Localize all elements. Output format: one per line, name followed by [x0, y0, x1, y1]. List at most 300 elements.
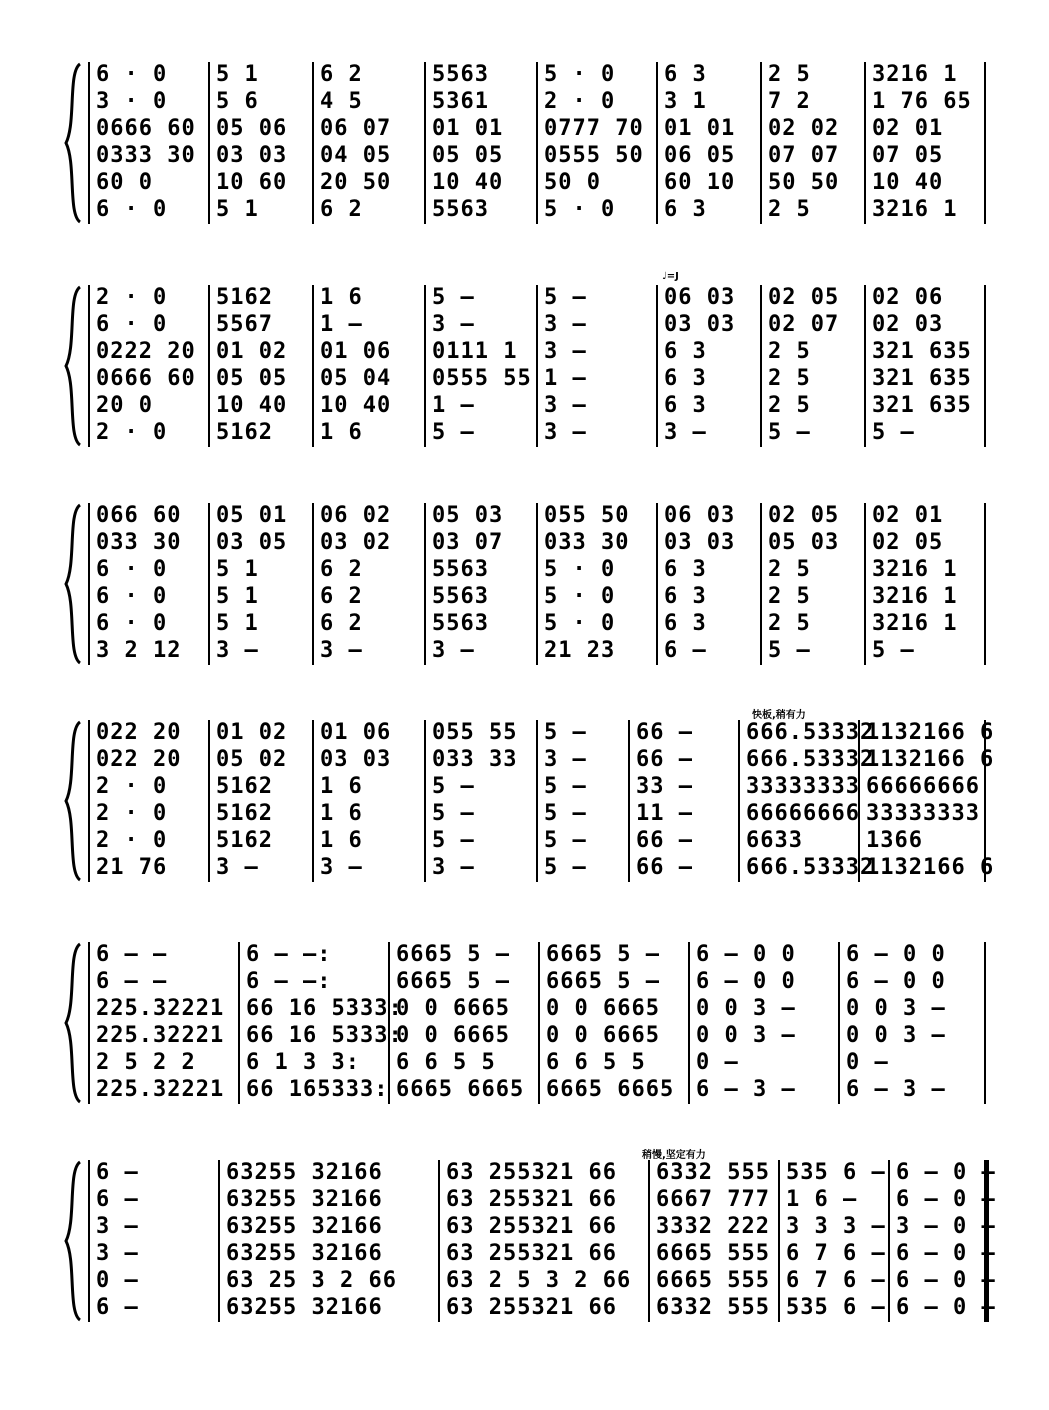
score-system — [62, 710, 995, 882]
staff-group — [88, 720, 995, 882]
measure-notation: 0 — — [846, 1050, 889, 1075]
measure-notation: 5 1 — [216, 584, 259, 609]
score-system — [62, 271, 992, 447]
measure-notation: 11 — — [636, 801, 693, 826]
measure-notation: 5162 — [216, 420, 273, 445]
measure-notation: 3 1 — [664, 89, 707, 114]
part-row — [88, 197, 988, 223]
measure-notation: 21 76 — [96, 855, 168, 880]
measure-notation: 0666 60 — [96, 116, 196, 141]
measure-notation: 3 — — [320, 855, 363, 880]
measure-notation: 1132166 6 — [866, 855, 995, 880]
measure-notation: 6633 — [746, 828, 803, 853]
measure-notation: 5361 — [432, 89, 489, 114]
part-row — [88, 584, 988, 610]
measure-notation: 02 01 — [872, 116, 944, 141]
measure-notation: 6 3 — [664, 62, 707, 87]
measure-notation: 05 02 — [216, 747, 288, 772]
measure-notation: 2 · 0 — [96, 801, 168, 826]
measure-notation: 6665 555 — [656, 1241, 770, 1266]
measure-notation: 63 2 5 3 2 66 — [446, 1268, 632, 1293]
measure-notation: 0 — — [696, 1050, 739, 1075]
measure-notation: 6665 6665 — [546, 1077, 675, 1102]
measure-notation: 022 20 — [96, 720, 182, 745]
measure-notation: 05 06 — [216, 116, 288, 141]
measure-notation: 6 3 — [664, 557, 707, 582]
measure-notation: 1366 — [866, 828, 923, 853]
measure-notation: 6 — — [96, 1187, 139, 1212]
measure-notation: 5 — — [544, 285, 587, 310]
measure-notation: 6 2 — [320, 62, 363, 87]
staff-group — [88, 1160, 996, 1322]
measure-notation: 0555 55 — [432, 366, 532, 391]
measure-notation: 2 5 — [768, 557, 811, 582]
measure-notation: 2 5 — [768, 62, 811, 87]
measure-notation: 6 — 0 — — [896, 1187, 996, 1212]
measure-notation: 5 6 — [216, 89, 259, 114]
measure-notation: 6 — — [664, 638, 707, 663]
measure-notation: 0 0 3 — — [696, 996, 796, 1021]
measure-notation: 6 2 — [320, 584, 363, 609]
part-row — [88, 62, 988, 88]
measure-notation: 1 — — [432, 393, 475, 418]
part-row — [88, 828, 988, 854]
measure-notation: 666.53332 — [746, 720, 875, 745]
measure-notation: 01 01 — [432, 116, 504, 141]
measure-notation: 033 30 — [544, 530, 630, 555]
measure-notation: 6 · 0 — [96, 62, 168, 87]
measure-notation: 5567 — [216, 312, 273, 337]
measure-notation: 6 · 0 — [96, 312, 168, 337]
measure-notation: 0 — — [96, 1268, 139, 1293]
measure-notation: 6 3 — [664, 393, 707, 418]
measure-notation: 6 — —: — [246, 969, 332, 994]
measure-notation: 6 · 0 — [96, 611, 168, 636]
measure-notation: 3216 1 — [872, 62, 958, 87]
measure-notation: 66 165333: — [246, 1077, 389, 1102]
measure-notation: 6 · 0 — [96, 197, 168, 222]
measure-notation: 6665 5 — — [396, 969, 510, 994]
measure-notation: 5563 — [432, 584, 489, 609]
measure-notation: 5 — — [544, 720, 587, 745]
measure-notation: 535 6 — — [786, 1160, 886, 1185]
measure-notation: 3 — — [216, 638, 259, 663]
measure-notation: 6 3 — [664, 611, 707, 636]
measure-notation: 5563 — [432, 611, 489, 636]
measure-notation: 2 · 0 — [96, 828, 168, 853]
measure-notation: 07 05 — [872, 143, 944, 168]
part-row — [88, 339, 988, 365]
measure-notation: 63255 32166 — [226, 1160, 383, 1185]
measure-notation: 3 — — [432, 638, 475, 663]
measure-notation: 3 — — [216, 855, 259, 880]
system-brace-icon — [62, 942, 84, 1104]
measure-notation: 05 05 — [432, 143, 504, 168]
measure-notation: 3 — — [544, 747, 587, 772]
measure-notation: 3 · 0 — [96, 89, 168, 114]
measure-notation: 6 — 0 — — [896, 1241, 996, 1266]
part-row — [88, 393, 988, 419]
measure-notation: 6 — 0 0 — [696, 942, 796, 967]
measure-notation: 05 03 — [432, 503, 504, 528]
part-row — [88, 638, 988, 664]
tempo-marking: 稍慢,坚定有力 — [642, 1150, 706, 1161]
measure-notation: 01 02 — [216, 339, 288, 364]
measure-notation: 63 25 3 2 66 — [226, 1268, 397, 1293]
measure-notation: 5 · 0 — [544, 197, 616, 222]
measure-notation: 04 05 — [320, 143, 392, 168]
system-brace-icon — [62, 285, 84, 447]
measure-notation: 02 07 — [768, 312, 840, 337]
measure-notation: 05 05 — [216, 366, 288, 391]
measure-notation: 2 5 2 2 — [96, 1050, 196, 1075]
measure-notation: 66 — — [636, 855, 693, 880]
measure-notation: 1 — — [544, 366, 587, 391]
measure-notation: 5 — — [432, 285, 475, 310]
measure-notation: 63 255321 66 — [446, 1187, 617, 1212]
part-row — [88, 720, 995, 746]
part-row — [88, 1077, 988, 1103]
measure-notation: 0222 20 — [96, 339, 196, 364]
measure-notation: 06 02 — [320, 503, 392, 528]
measure-notation: 5 — — [432, 801, 475, 826]
measure-notation: 6 — — — [96, 942, 168, 967]
measure-notation: 6 7 6 — — [786, 1241, 886, 1266]
measure-notation: 01 02 — [216, 720, 288, 745]
measure-notation: 03 03 — [320, 747, 392, 772]
measure-notation: 2 5 — [768, 366, 811, 391]
measure-notation: 03 07 — [432, 530, 504, 555]
measure-notation: 66 16 5333: — [246, 996, 403, 1021]
part-row — [88, 774, 988, 800]
measure-notation: 03 02 — [320, 530, 392, 555]
measure-notation: 03 05 — [216, 530, 288, 555]
measure-notation: 6 — 0 — — [896, 1295, 996, 1320]
measure-notation: 3 — — [96, 1214, 139, 1239]
measure-notation: 1132166 6 — [866, 720, 995, 745]
measure-notation: 1 6 — [320, 774, 363, 799]
part-row — [88, 89, 988, 115]
score-system — [62, 942, 992, 1104]
part-row — [88, 170, 988, 196]
measure-notation: 225.32221 — [96, 996, 225, 1021]
measure-notation: 1 76 65 — [872, 89, 972, 114]
measure-notation: 066 60 — [96, 503, 182, 528]
measure-notation: 01 06 — [320, 339, 392, 364]
measure-notation: 10 40 — [432, 170, 504, 195]
measure-notation: 3 — — [432, 312, 475, 337]
measure-notation: 02 05 — [872, 530, 944, 555]
part-row — [88, 285, 988, 311]
part-row — [88, 942, 988, 968]
part-row — [88, 747, 995, 773]
measure-notation: 6 2 — [320, 611, 363, 636]
measure-notation: 1 — — [320, 312, 363, 337]
measure-notation: 3 3 3 — — [786, 1214, 886, 1239]
measure-notation: 535 6 — — [786, 1295, 886, 1320]
measure-notation: 0 0 6665 — [396, 996, 510, 1021]
measure-notation: 6667 777 — [656, 1187, 770, 1212]
measure-notation: 63255 32166 — [226, 1214, 383, 1239]
staff-group — [88, 503, 988, 665]
measure-notation: 03 03 — [664, 312, 736, 337]
measure-notation: 3216 1 — [872, 557, 958, 582]
measure-notation: 3 — — [664, 420, 707, 445]
measure-notation: 06 03 — [664, 503, 736, 528]
measure-notation: 5563 — [432, 197, 489, 222]
measure-notation: 63255 32166 — [226, 1187, 383, 1212]
measure-notation: 5 — — [872, 638, 915, 663]
measure-notation: 1 6 — — [786, 1187, 858, 1212]
measure-notation: 63 255321 66 — [446, 1214, 617, 1239]
measure-notation: 02 05 — [768, 503, 840, 528]
measure-notation: 02 03 — [872, 312, 944, 337]
measure-notation: 3 2 12 — [96, 638, 182, 663]
part-row — [88, 420, 988, 446]
staff-group — [88, 942, 988, 1104]
measure-notation: 33333333 — [866, 801, 980, 826]
measure-notation: 03 03 — [664, 530, 736, 555]
measure-notation: 50 50 — [768, 170, 840, 195]
measure-notation: 666.53332 — [746, 747, 875, 772]
measure-notation: 3 — — [320, 638, 363, 663]
part-row — [88, 143, 988, 169]
measure-notation: 6 2 — [320, 197, 363, 222]
measure-notation: 6 3 — [664, 339, 707, 364]
measure-notation: 60 10 — [664, 170, 736, 195]
measure-notation: 1 6 — [320, 801, 363, 826]
measure-notation: 01 06 — [320, 720, 392, 745]
measure-notation: 66 — — [636, 720, 693, 745]
measure-notation: 20 50 — [320, 170, 392, 195]
measure-notation: 02 02 — [768, 116, 840, 141]
measure-notation: 6332 555 — [656, 1160, 770, 1185]
measure-notation: 1 6 — [320, 420, 363, 445]
measure-notation: 10 40 — [216, 393, 288, 418]
measure-notation: 3216 1 — [872, 584, 958, 609]
measure-notation: 6 3 — [664, 197, 707, 222]
measure-notation: 6665 5 — — [546, 969, 660, 994]
measure-notation: 3332 222 — [656, 1214, 770, 1239]
measure-notation: 5162 — [216, 801, 273, 826]
measure-notation: 6 6 5 5 — [396, 1050, 496, 1075]
measure-notation: 0111 1 — [432, 339, 518, 364]
measure-notation: 5162 — [216, 828, 273, 853]
measure-notation: 33333333 — [746, 774, 860, 799]
measure-notation: 2 · 0 — [544, 89, 616, 114]
part-row — [88, 557, 988, 583]
measure-notation: 6 · 0 — [96, 557, 168, 582]
measure-notation: 33 — — [636, 774, 693, 799]
measure-notation: 01 01 — [664, 116, 736, 141]
measure-notation: 02 06 — [872, 285, 944, 310]
measure-notation: 6665 5 — — [546, 942, 660, 967]
measure-notation: 10 60 — [216, 170, 288, 195]
measure-notation: 321 635 — [872, 366, 972, 391]
measure-notation: 2 · 0 — [96, 420, 168, 445]
measure-notation: 2 5 — [768, 393, 811, 418]
measure-notation: 6 6 5 5 — [546, 1050, 646, 1075]
measure-notation: 5 1 — [216, 611, 259, 636]
measure-notation: 0 0 6665 — [546, 996, 660, 1021]
staff-group — [88, 62, 988, 224]
measure-notation: 6 1 3 3: — [246, 1050, 360, 1075]
measure-notation: 10 40 — [320, 393, 392, 418]
measure-notation: 055 55 — [432, 720, 518, 745]
system-brace-icon — [62, 1160, 84, 1322]
measure-notation: 5 1 — [216, 557, 259, 582]
measure-notation: 06 07 — [320, 116, 392, 141]
staff-group — [88, 285, 988, 447]
measure-notation: 5 — — [432, 420, 475, 445]
measure-notation: 66 — — [636, 747, 693, 772]
measure-notation: 1 6 — [320, 828, 363, 853]
measure-notation: 06 03 — [664, 285, 736, 310]
measure-notation: 6 — —: — [246, 942, 332, 967]
measure-notation: 0555 50 — [544, 143, 644, 168]
part-row — [88, 530, 988, 556]
part-row — [88, 996, 988, 1022]
measure-notation: 6 — — — [96, 969, 168, 994]
measure-notation: 225.32221 — [96, 1077, 225, 1102]
measure-notation: 6 2 — [320, 557, 363, 582]
measure-notation: 0777 70 — [544, 116, 644, 141]
measure-notation: 225.32221 — [96, 1023, 225, 1048]
measure-notation: 0 0 3 — — [846, 1023, 946, 1048]
part-row — [88, 366, 988, 392]
measure-notation: 6 — 0 — — [896, 1268, 996, 1293]
measure-notation: 6 — 3 — — [696, 1077, 796, 1102]
measure-notation: 50 0 — [544, 170, 601, 195]
measure-notation: 60 0 — [96, 170, 153, 195]
measure-notation: 5 — — [544, 801, 587, 826]
part-row — [88, 611, 988, 637]
measure-notation: 63255 32166 — [226, 1295, 383, 1320]
measure-notation: 0 0 6665 — [396, 1023, 510, 1048]
measure-notation: 6 — 3 — — [846, 1077, 946, 1102]
measure-notation: 3 — — [96, 1241, 139, 1266]
measure-notation: 2 5 — [768, 339, 811, 364]
measure-notation: 02 01 — [872, 503, 944, 528]
measure-notation: 66 — — [636, 828, 693, 853]
measure-notation: 02 05 — [768, 285, 840, 310]
measure-notation: 3 — — [432, 855, 475, 880]
measure-notation: 1132166 6 — [866, 747, 995, 772]
part-row — [88, 1160, 996, 1186]
part-row — [88, 116, 988, 142]
measure-notation: 5 — — [872, 420, 915, 445]
part-row — [88, 1050, 988, 1076]
measure-notation: 6 7 6 — — [786, 1268, 886, 1293]
measure-notation: 6665 6665 — [396, 1077, 525, 1102]
measure-notation: 0 0 6665 — [546, 1023, 660, 1048]
part-row — [88, 1214, 996, 1240]
measure-notation: 63 255321 66 — [446, 1241, 617, 1266]
measure-notation: 6 — — [96, 1160, 139, 1185]
measure-notation: 5 — — [432, 774, 475, 799]
measure-notation: 7 2 — [768, 89, 811, 114]
part-row — [88, 503, 988, 529]
measure-notation: 03 03 — [216, 143, 288, 168]
measure-notation: 3 — — [544, 420, 587, 445]
measure-notation: 05 04 — [320, 366, 392, 391]
measure-notation: 6 — 0 — — [896, 1160, 996, 1185]
measure-notation: 3216 1 — [872, 197, 958, 222]
measure-notation: 6 — 0 0 — [846, 969, 946, 994]
measure-notation: 3 — — [544, 339, 587, 364]
measure-notation: 3 — — [544, 312, 587, 337]
measure-notation: 6665 5 — — [396, 942, 510, 967]
part-row — [88, 801, 988, 827]
measure-notation: 321 635 — [872, 339, 972, 364]
part-row — [88, 1187, 996, 1213]
part-row — [88, 969, 988, 995]
measure-notation: 666.53332 — [746, 855, 875, 880]
measure-notation: 06 05 — [664, 143, 736, 168]
measure-notation: 1 6 — [320, 285, 363, 310]
measure-notation: 5 — — [768, 420, 811, 445]
measure-notation: 6 — 0 0 — [696, 969, 796, 994]
measure-notation: 3 — — [544, 393, 587, 418]
tempo-marking: 快板,稍有力 — [752, 710, 806, 721]
measure-notation: 66666666 — [746, 801, 860, 826]
measure-notation: 5 · 0 — [544, 557, 616, 582]
part-row — [88, 1295, 996, 1321]
measure-notation: 63 255321 66 — [446, 1160, 617, 1185]
measure-notation: 3 — 0 — — [896, 1214, 996, 1239]
measure-notation: 5 · 0 — [544, 584, 616, 609]
measure-notation: 022 20 — [96, 747, 182, 772]
measure-notation: 5 — — [432, 828, 475, 853]
measure-notation: 5 1 — [216, 62, 259, 87]
score-system — [62, 1150, 996, 1322]
measure-notation: 6332 555 — [656, 1295, 770, 1320]
measure-notation: 5 — — [544, 855, 587, 880]
measure-notation: 033 33 — [432, 747, 518, 772]
measure-notation: 0 0 3 — — [846, 996, 946, 1021]
measure-notation: 055 50 — [544, 503, 630, 528]
measure-notation: 5162 — [216, 774, 273, 799]
score-system — [62, 62, 992, 224]
system-brace-icon — [62, 503, 84, 665]
part-row — [88, 1268, 996, 1294]
measure-notation: 3216 1 — [872, 611, 958, 636]
measure-notation: 2 · 0 — [96, 774, 168, 799]
measure-notation: 2 · 0 — [96, 285, 168, 310]
measure-notation: 6 · 0 — [96, 584, 168, 609]
measure-notation: 0666 60 — [96, 366, 196, 391]
part-row — [88, 312, 988, 338]
measure-notation: 21 23 — [544, 638, 616, 663]
measure-notation: 5162 — [216, 285, 273, 310]
measure-notation: 5 1 — [216, 197, 259, 222]
part-row — [88, 855, 995, 881]
measure-notation: 0333 30 — [96, 143, 196, 168]
measure-notation: 321 635 — [872, 393, 972, 418]
measure-notation: 5 — — [544, 774, 587, 799]
system-brace-icon — [62, 720, 84, 882]
measure-notation: 6 3 — [664, 584, 707, 609]
measure-notation: 6 — — [96, 1295, 139, 1320]
measure-notation: 63 255321 66 — [446, 1295, 617, 1320]
measure-notation: 2 5 — [768, 197, 811, 222]
measure-notation: 2 5 — [768, 584, 811, 609]
measure-notation: 63255 32166 — [226, 1241, 383, 1266]
measure-notation: 05 01 — [216, 503, 288, 528]
measure-notation: 07 07 — [768, 143, 840, 168]
measure-notation: 0 0 3 — — [696, 1023, 796, 1048]
part-row — [88, 1241, 996, 1267]
